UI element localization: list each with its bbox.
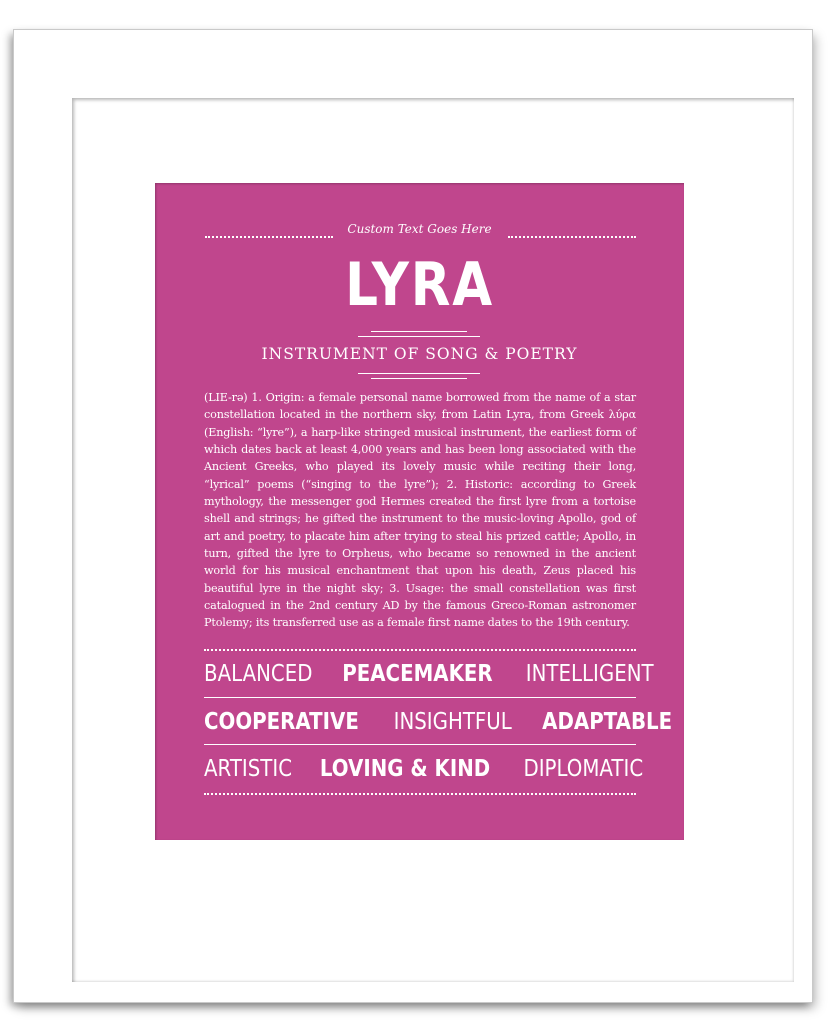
name-title: LYRA	[345, 250, 494, 320]
trait-word: ARTISTIC	[204, 756, 293, 782]
trait-word: INTELLIGENT	[525, 661, 654, 687]
rule-top	[371, 331, 467, 332]
traits-divider	[204, 697, 636, 698]
custom-text: Custom Text Goes Here	[347, 222, 492, 236]
name-meaning: INSTRUMENT OF SONG & POETRY	[261, 345, 578, 363]
dotted-divider-right	[508, 236, 636, 238]
name-art-print	[155, 183, 684, 840]
trait-word: INSIGHTFUL	[393, 709, 512, 735]
rule-bottom	[371, 378, 467, 379]
trait-word: LOVING & KIND	[320, 756, 491, 782]
rule-bottom-wide	[358, 373, 480, 374]
traits-divider	[204, 744, 636, 745]
trait-word: COOPERATIVE	[204, 709, 359, 735]
trait-word: DIPLOMATIC	[523, 756, 644, 782]
trait-word: BALANCED	[204, 661, 313, 687]
name-definition: (LIE-rə) 1. Origin: a female personal name borrowed from the name of a star constellation located in the northern sky, from Latin Lyra, from Greek λύρα (English: “lyre”), a harp-like stringed musical instrument, the earliest form of which dates back at least 4,000 years and has been long associated with the Ancient Greeks, who played its lovely music while reciting their long, “lyrical” poems (“singing to the lyre”); 2. Historic: according to Greek mythology, the messenger god Hermes created the first lyre from a tortoise shell and strings; he gifted the instrument to the music-loving Apollo, god of art and poetry, to placate him after trying to steal his prized cattle; Apollo, in turn, gifted the lyre to Orpheus, who became so renowned in the ancient world for his musical enchantment that upon his death, Zeus placed his beautiful lyre in the night sky; 3. Usage: the small constellation was first catalogued in the 2nd century AD by the famous Greco-Roman astronomer Ptolemy; its transferred use as a female first name dates to the 19th century.	[204, 391, 636, 630]
rule-top-wide	[358, 336, 480, 337]
traits-row-3	[204, 749, 644, 789]
trait-word: PEACEMAKER	[342, 661, 493, 687]
traits-row-2	[204, 702, 673, 742]
trait-word: ADAPTABLE	[542, 709, 673, 735]
dotted-divider-traits-top	[204, 649, 636, 651]
dotted-divider-left	[205, 236, 333, 238]
dotted-divider-traits-bottom	[204, 793, 636, 795]
traits-row-1	[204, 654, 654, 694]
